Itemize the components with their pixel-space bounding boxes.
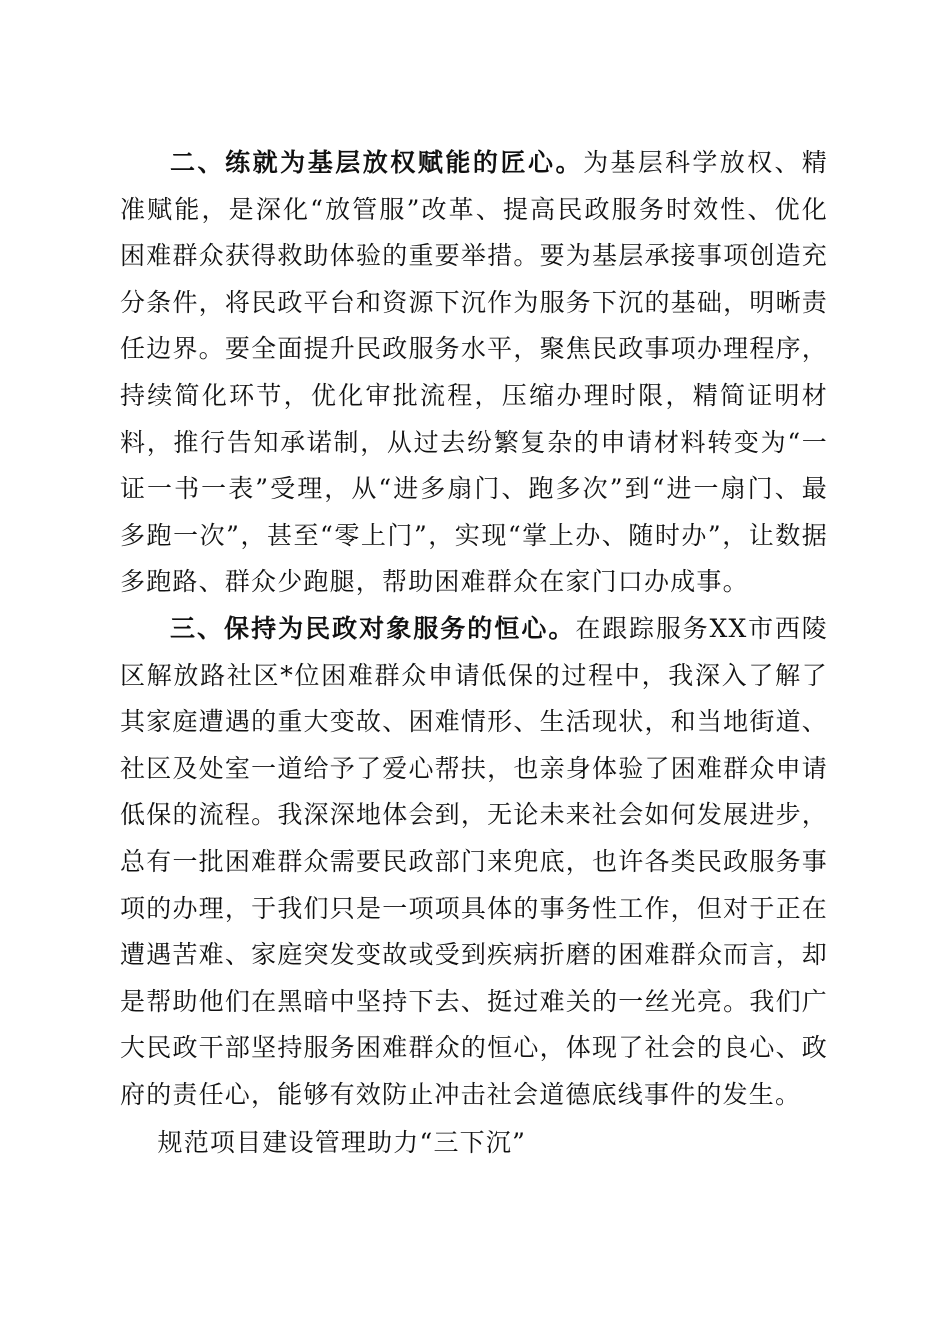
section-3-heading: 三、保持为民政对象服务的恒心。 xyxy=(170,613,576,643)
section-2-body: 为基层科学放权、精准赋能，是深化“放管服”改革、提高民政服务时效性、优化困难群众获得救助体验的重要举措。要为基层承接事项创造充分条件，将民政平台和资源下沉作为服务下沉的基础，明晰责任边界。要全面提升民政服务水平，聚焦民政事项办理程序，持续简化环节，优化审批流程，压缩办理时限，精简证明材料，推行告知承诺制，从过去纷繁复杂的申请材料转变为“一证一书一表”受理，从“进多扇门、跑多次”到“进一扇门、最多跑一次”，甚至“零上门”，实现“掌上办、随时办”，让数据多跑路、群众少跑腿，帮助困难群众在家门口办成事。 xyxy=(120,148,828,597)
paragraph-section-3 xyxy=(120,606,828,1119)
section-2-heading: 二、练就为基层放权赋能的匠心。 xyxy=(170,148,584,177)
next-article-title: 规范项目建设管理助力“三下沉” xyxy=(157,1128,527,1158)
document-body xyxy=(120,140,828,1167)
paragraph-section-2 xyxy=(120,140,828,606)
section-3-body: 在跟踪服务XX市西陵区解放路社区*位困难群众申请低保的过程中，我深入了解了其家庭遭遇的重大变故、困难情形、生活现状，和当地街道、社区及处室一道给予了爱心帮扶，也亲身体验了困难群众申请低保的流程。我深深地体会到，无论未来社会如何发展进步，总有一批困难群众需要民政部门来兜底，也许各类民政服务事项的办理，于我们只是一项项具体的事务性工作，但对于正在遭遇苦难、家庭突发变故或受到疾病折磨的困难群众而言，却是帮助他们在黑暗中坚持下去、挺过难关的一丝光亮。我们广大民政干部坚持服务困难群众的恒心，体现了社会的良心、政府的责任心，能够有效防止冲击社会道德底线事件的发生。 xyxy=(120,613,828,1109)
